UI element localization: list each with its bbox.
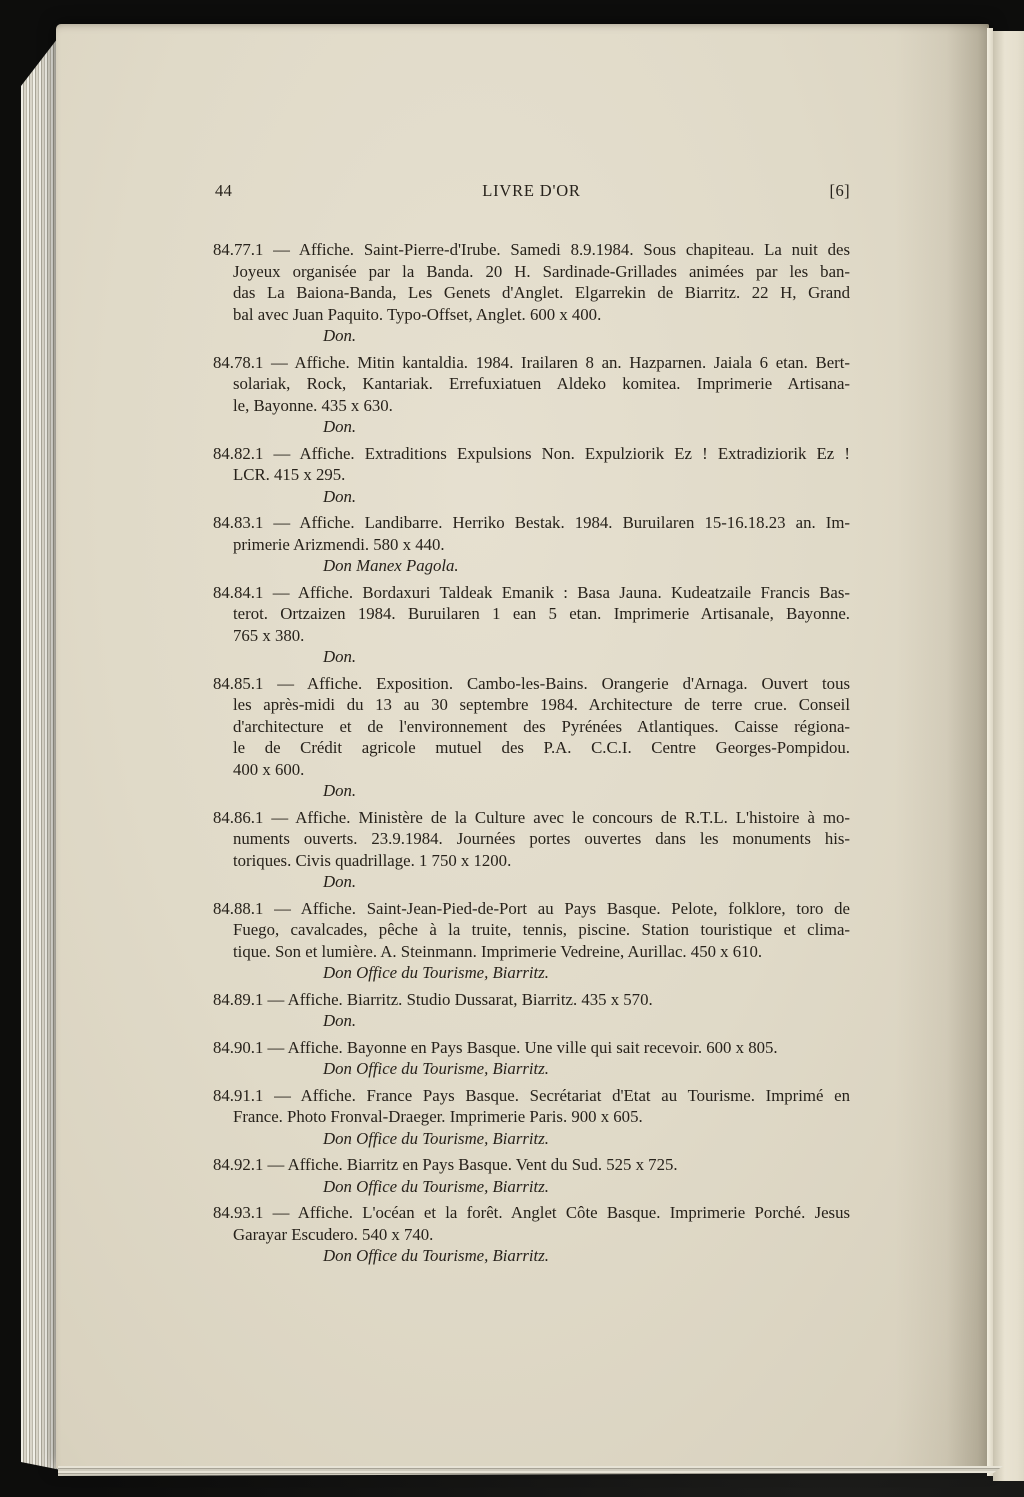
entry-line: 765 x 380. (233, 625, 305, 645)
entry-text (213, 1202, 850, 1245)
page-edge-stack-left (21, 34, 61, 1470)
entry-line: primerie Arizmendi. 580 x 440. (233, 534, 445, 554)
catalog-entry (213, 1085, 850, 1150)
donation-line: Don. (323, 486, 357, 506)
entry-line: bal avec Juan Paquito. Typo-Offset, Anglet. 600 x 400. (233, 304, 602, 324)
running-head (213, 181, 850, 202)
entry-line: solariak, Rock, Kantariak. Errefuxiatuen Aldeko komitea. Imprimerie Artisana- (233, 374, 850, 393)
entry-text (213, 239, 850, 325)
entry-line: 84.90.1 — Affiche. Bayonne en Pays Basque. Une ville qui sait recevoir. 600 x 805. (213, 1037, 778, 1057)
entry-line: terot. Ortzaizen 1984. Buruilaren 1 ean 5 etan. Imprimerie Artisanale, Bayonne. (233, 604, 850, 623)
entry-line: France. Photo Fronval-Draeger. Imprimerie Paris. 900 x 605. (233, 1107, 643, 1126)
donation-line: Don Office du Tourisme, Biarritz. (323, 1176, 549, 1196)
bottom-page-edges (58, 1466, 1003, 1476)
entry-text (213, 898, 850, 963)
donation-line: Don Office du Tourisme, Biarritz. (323, 1059, 549, 1078)
gutter-shadow (895, 24, 989, 1468)
entry-line: 84.83.1 — Affiche. Landibarre. Herriko Bestak. 1984. Buruilaren 15-16.18.23 an. Im- (213, 513, 850, 532)
catalog-entry (213, 1154, 850, 1197)
entry-text (213, 352, 850, 417)
donation-line: Don Office du Tourisme, Biarritz. (323, 1128, 549, 1148)
donation-line: Don. (323, 647, 357, 666)
entry-text (213, 807, 850, 872)
page-number: 44 (215, 181, 233, 200)
entry-line: 84.89.1 — Affiche. Biarritz. Studio Dussarat, Biarritz. 435 x 570. (213, 989, 653, 1009)
entry-text (213, 443, 850, 486)
catalog-entry (213, 352, 850, 438)
entry-line: 84.85.1 — Affiche. Exposition. Cambo-les-Bains. Orangerie d'Arnaga. Ouvert tous (213, 673, 850, 693)
catalog-entry (213, 582, 850, 668)
catalog-entry (213, 1202, 850, 1267)
issue-number: [6] (829, 181, 850, 200)
entry-line: toriques. Civis quadrillage. 1 750 x 1200. (233, 850, 512, 870)
entries-list (213, 239, 850, 1267)
entry-line: 84.93.1 — Affiche. L'océan et la forêt. Anglet Côte Basque. Imprimerie Porché. Jesus (213, 1203, 850, 1222)
catalog-entry (213, 807, 850, 893)
catalog-entry (213, 989, 850, 1032)
running-title: LIVRE D'OR (482, 181, 581, 200)
donation-line: Don. (323, 326, 357, 345)
entry-text (213, 1154, 850, 1176)
donation-line: Don. (323, 781, 357, 800)
entry-line: 84.88.1 — Affiche. Saint-Jean-Pied-de-Port au Pays Basque. Pelote, folklore, toro de (213, 898, 850, 918)
donation-line: Don Office du Tourisme, Biarritz. (323, 1246, 549, 1265)
text-column (213, 181, 850, 1272)
donation-line: Don. (323, 872, 357, 891)
entry-line: 84.78.1 — Affiche. Mitin kantaldia. 1984. Irailaren 8 an. Hazparnen. Jaiala 6 etan. Bert- (213, 352, 850, 372)
catalog-entry (213, 239, 850, 347)
entry-line: LCR. 415 x 295. (233, 465, 346, 484)
entry-line: Joyeux organisée par la Banda. 20 H. Sardinade-Grillades animées par les ban- (233, 261, 850, 281)
entry-line: les après-midi du 13 au 30 septembre 1984. Architecture de terre crue. Conseil (233, 695, 850, 714)
entry-line: das La Baiona-Banda, Les Genets d'Anglet. Elgarrekin de Biarritz. 22 H, Grand (233, 283, 850, 302)
entry-line: 84.82.1 — Affiche. Extraditions Expulsions Non. Expulziorik Ez ! Extradiziorik Ez ! (213, 443, 850, 463)
entry-line: 84.91.1 — Affiche. France Pays Basque. Secrétariat d'Etat au Tourisme. Imprimé en (213, 1085, 850, 1105)
catalog-entry (213, 673, 850, 802)
entry-line: le de Crédit agricole mutuel des P.A. C.C.I. Centre Georges-Pompidou. (233, 738, 850, 757)
entry-line: Garayar Escudero. 540 x 740. (233, 1224, 434, 1244)
entry-text (213, 582, 850, 647)
entry-line: Fuego, cavalcades, pêche à la truite, tennis, piscine. Station touristique et clima- (233, 920, 850, 939)
donation-line: Don. (323, 417, 357, 436)
next-page-edge (993, 31, 1024, 1481)
donation-line: Don. (323, 1011, 357, 1030)
catalog-entry (213, 512, 850, 577)
entry-text (213, 673, 850, 781)
entry-line: 84.77.1 — Affiche. Saint-Pierre-d'Irube. Samedi 8.9.1984. Sous chapiteau. La nuit des (213, 240, 850, 259)
catalog-entry (213, 898, 850, 984)
entry-line: 84.86.1 — Affiche. Ministère de la Culture avec le concours de R.T.L. L'histoire à mo- (213, 807, 850, 827)
entry-line: numents ouverts. 23.9.1984. Journées portes ouvertes dans les monuments his- (233, 829, 850, 848)
donation-line: Don Office du Tourisme, Biarritz. (323, 963, 549, 982)
entry-text (213, 1037, 850, 1059)
catalog-entry (213, 1037, 850, 1080)
catalog-entry (213, 443, 850, 508)
entry-text (213, 1085, 850, 1128)
entry-line: tique. Son et lumière. A. Steinmann. Imprimerie Vedreine, Aurillac. 450 x 610. (233, 941, 763, 961)
entry-text (213, 989, 850, 1011)
entry-line: d'architecture et de l'environnement des Pyrénées Atlantiques. Caisse régiona- (233, 716, 850, 736)
entry-line: 84.84.1 — Affiche. Bordaxuri Taldeak Emanik : Basa Jauna. Kudeatzaile Francis Bas- (213, 582, 850, 602)
entry-line: le, Bayonne. 435 x 630. (233, 395, 393, 415)
donation-line: Don Manex Pagola. (323, 556, 459, 575)
entry-text (213, 512, 850, 555)
entry-line: 84.92.1 — Affiche. Biarritz en Pays Basque. Vent du Sud. 525 x 725. (213, 1155, 678, 1174)
entry-line: 400 x 600. (233, 759, 305, 779)
